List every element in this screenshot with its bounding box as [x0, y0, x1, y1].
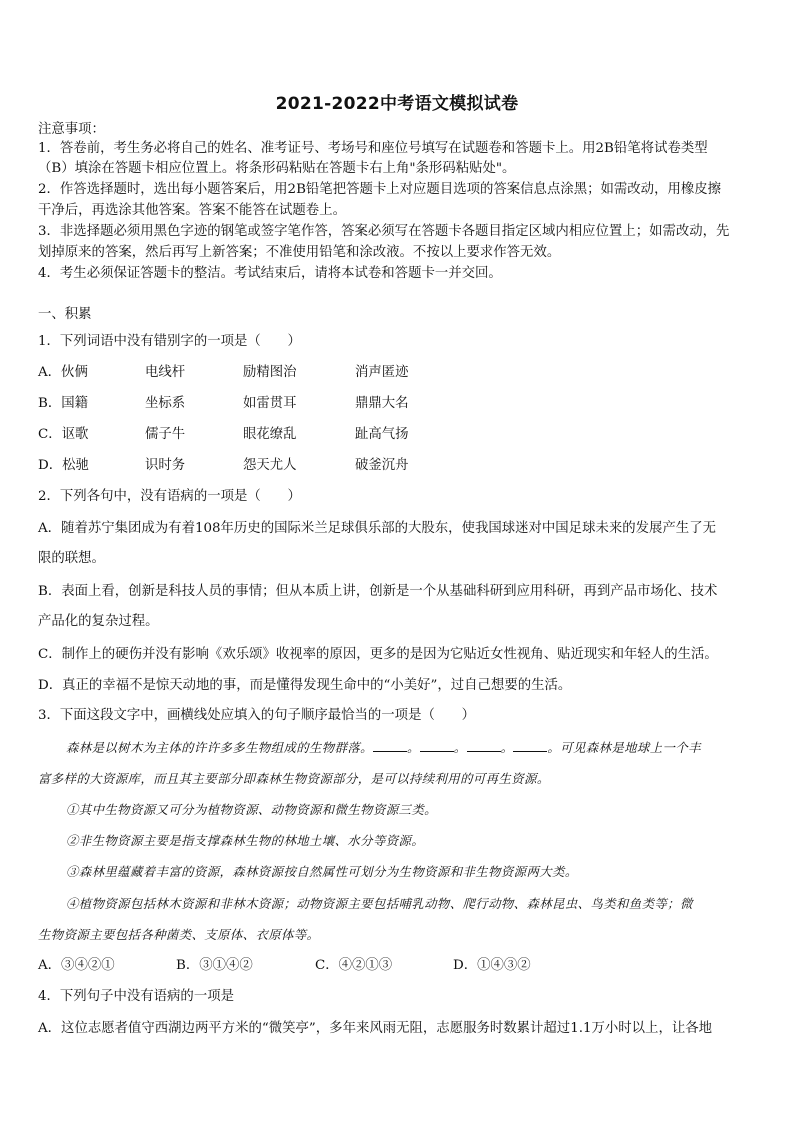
question-3-stem: 3．下面这段文字中，画横线处应填入的句子顺序最恰当的一项是（ ）: [38, 708, 476, 723]
notice-line: （B）填涂在答题卡相应位置上。将条形码粘贴在答题卡右上角"条形码粘贴处"。: [38, 161, 516, 176]
q1-word: 破釜沉舟: [355, 458, 409, 473]
q3-separator: 。: [453, 740, 467, 755]
q1-option-label: B．国籍: [38, 396, 89, 411]
q2-option-b-cont: 产品化的复杂过程。: [38, 614, 159, 629]
q3-passage-text: 。可见森林是地球上一个丰: [547, 740, 701, 755]
q1-option-label: A．伙俩: [38, 365, 88, 380]
q3-passage-text: 森林是以树木为主体的许许多多生物组成的生物群落。: [66, 740, 373, 755]
answer-blank: [420, 739, 454, 752]
notice-line: 3．非选择题必须用黑色字迹的钢笔或签字笔作答，答案必须写在答题卡各题目指定区域内相应位置上；如需改动，先: [38, 224, 730, 239]
answer-blank: [467, 739, 501, 752]
section-heading: 一、积累: [38, 307, 92, 322]
q1-word: 趾高气扬: [355, 427, 409, 442]
q3-sentence-4-cont: 生物资源主要包括各种菌类、支原体、衣原体等。: [38, 927, 320, 942]
q2-option-d: D．真正的幸福不是惊天动地的事，而是懂得发现生命中的“小美好”，过自己想要的生活。: [38, 678, 572, 693]
q2-option-a: A．随着苏宁集团成为有着108年历史的国际米兰足球俱乐部的大股东，使我国球迷对中国足球未来的发展产生了无: [38, 521, 716, 536]
q3-separator: 。: [500, 740, 514, 755]
q1-option-label: D．松驰: [38, 458, 89, 473]
question-4-stem: 4．下列句子中没有语病的一项是: [38, 989, 234, 1004]
question-2-stem: 2．下列各句中，没有语病的一项是（ ）: [38, 489, 301, 504]
page-title: 2021-2022中考语文模拟试卷: [275, 94, 519, 114]
q1-word: 怨天尤人: [243, 458, 297, 473]
q3-option-d: D．①④③②: [453, 958, 531, 973]
q3-option-b: B．③①④②: [176, 958, 253, 973]
q2-option-b: B．表面上看，创新是科技人员的事情；但从本质上讲，创新是一个从基础科研到应用科研，再到产品市场化、技术: [38, 584, 718, 599]
q1-option-label: C．讴歌: [38, 427, 89, 442]
q3-option-a: A．③④②①: [38, 958, 115, 973]
q1-word: 儒子牛: [145, 427, 186, 442]
q1-word: 励精图治: [243, 365, 297, 380]
question-1-stem: 1．下列词语中没有错别字的一项是（ ）: [38, 334, 301, 349]
q3-passage-line: [66, 739, 701, 757]
q1-word: 识时务: [145, 458, 186, 473]
q1-word: 鼎鼎大名: [355, 396, 409, 411]
notice-line: 2．作答选择题时，选出每小题答案后，用2B铅笔把答题卡上对应题目选项的答案信息点涂黑；如需改动，用橡皮擦: [38, 182, 722, 197]
q3-sentence-2: ②非生物资源主要是指支撑森林生物的林地土壤、水分等资源。: [66, 833, 425, 848]
q1-word: 电线杆: [145, 365, 186, 380]
notice-line: 4．考生必须保证答题卡的整洁。考试结束后，请将本试卷和答题卡一并交回。: [38, 266, 502, 281]
q3-sentence-1: ①其中生物资源又可分为植物资源、动物资源和微生物资源三类。: [66, 802, 437, 817]
q3-separator: 。: [406, 740, 420, 755]
q3-passage-line: 富多样的大资源库，而且其主要部分即森林生物资源部分，是可以持续利用的可再生资源。: [38, 771, 550, 786]
q2-option-a-cont: 限的联想。: [38, 551, 105, 566]
notice-line: 干净后，再选涂其他答案。答案不能答在试题卷上。: [38, 203, 346, 218]
q4-option-a: A．这位志愿者值守西湖边两平方米的“微笑亭”，多年来风雨无阻，志愿服务时数累计超过1.1万小时以上，让各地: [38, 1021, 713, 1036]
q1-word: 坐标系: [145, 396, 186, 411]
q3-sentence-4: ④植物资源包括林木资源和非林木资源；动物资源主要包括哺乳动物、爬行动物、森林昆虫、鸟类和鱼类等；微: [66, 896, 693, 911]
q3-sentence-3: ③森林里蕴藏着丰富的资源，森林资源按自然属性可划分为生物资源和非生物资源两大类。: [66, 864, 578, 879]
notice-line: 划掉原来的答案，然后再写上新答案；不准使用铅笔和涂改液。不按以上要求作答无效。: [38, 245, 561, 260]
q2-option-c: C．制作上的硬伤并没有影响《欢乐颂》收视率的原因，更多的是因为它贴近女性视角、贴近现实和年轻人的生活。: [38, 647, 718, 662]
q1-word: 如雷贯耳: [243, 396, 297, 411]
notice-heading: 注意事项：: [38, 122, 105, 137]
notice-line: 1．答卷前，考生务必将自己的姓名、准考证号、考场号和座位号填写在试题卷和答题卡上。用2B铅笔将试卷类型: [38, 141, 708, 156]
answer-blank: [373, 739, 407, 752]
q3-option-c: C．④②①③: [315, 958, 393, 973]
q1-word: 眼花缭乱: [243, 427, 297, 442]
answer-blank: [513, 739, 547, 752]
q1-word: 消声匿迹: [355, 365, 409, 380]
